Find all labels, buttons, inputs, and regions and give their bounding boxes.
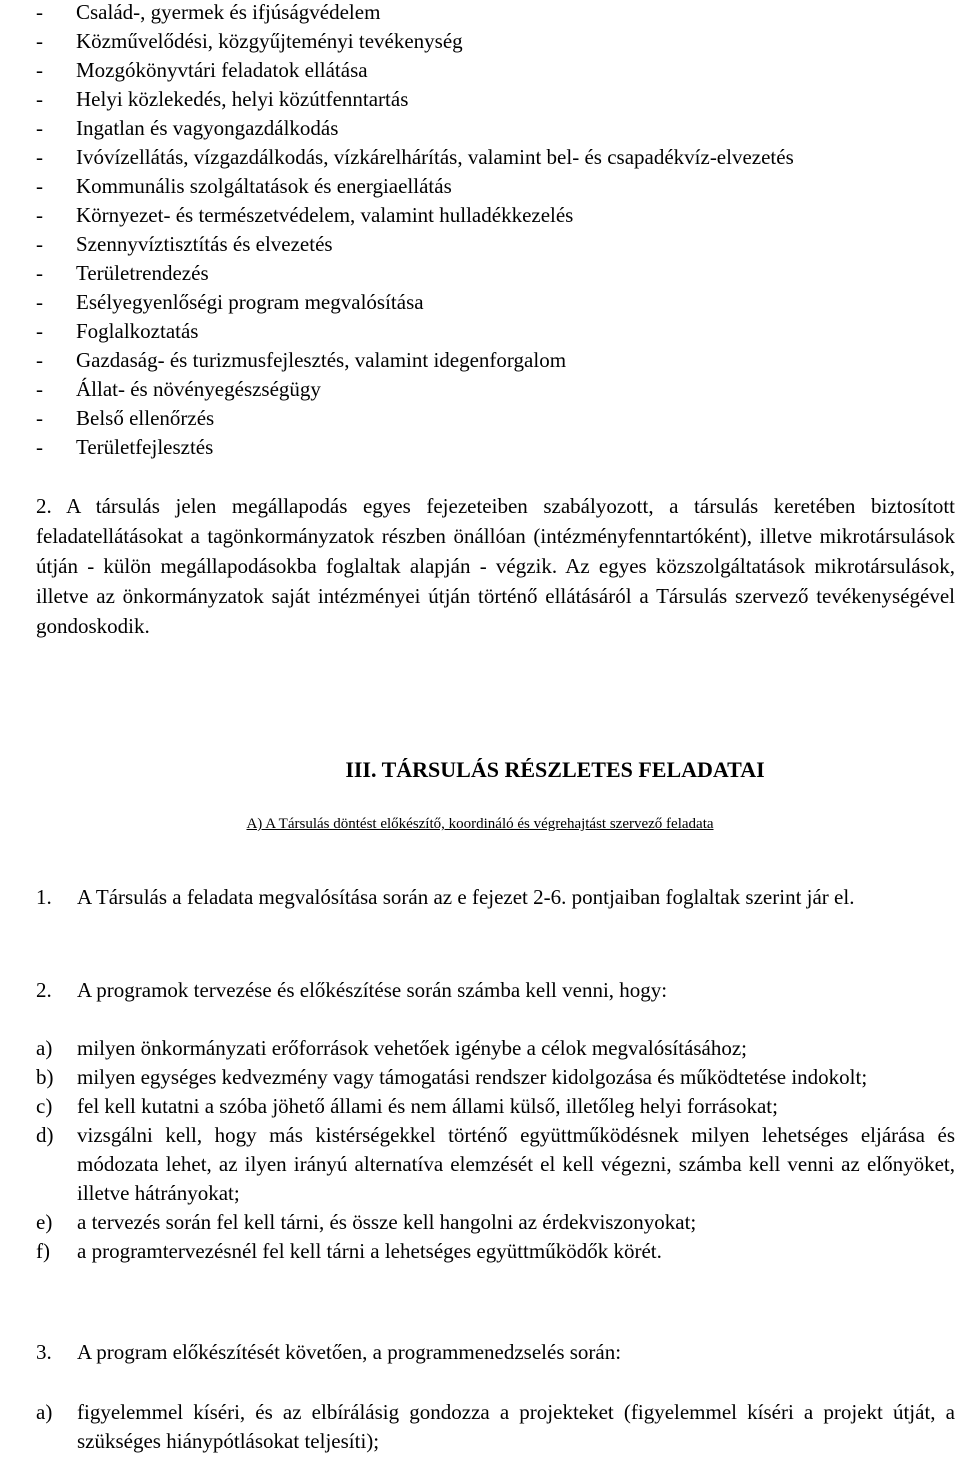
list-item <box>36 29 936 58</box>
dash-marker: - <box>36 203 43 227</box>
list-item-text: Belső ellenőrzés <box>76 406 215 430</box>
item-text: milyen önkormányzati erőforrások vehetőek igénybe a célok megvalósításához; <box>77 1036 748 1060</box>
list-item-text: Gazdaság- és turizmusfejlesztés, valamint idegenforgalom <box>76 348 567 372</box>
item-label: a) <box>36 1400 53 1424</box>
list-item <box>36 348 936 377</box>
point-number: 2. <box>36 978 52 1002</box>
point-number: 3. <box>36 1340 52 1364</box>
list-item-text: Kommunális szolgáltatások és energiaellátás <box>76 174 452 198</box>
item-label: a) <box>36 1036 53 1060</box>
point-text: A program előkészítését követően, a programmenedzselés során: <box>77 1340 622 1364</box>
dash-marker: - <box>36 261 43 285</box>
list-item <box>36 406 936 435</box>
dash-marker: - <box>36 290 43 314</box>
list-item <box>36 174 936 203</box>
list-item-text: Állat- és növényegészségügy <box>76 377 321 401</box>
item-text: a programtervezésnél fel kell tárni a lehetséges együttműködők körét. <box>77 1239 662 1263</box>
list-item <box>36 1034 955 1063</box>
list-item-text: Területrendezés <box>76 261 209 285</box>
list-item <box>36 145 936 174</box>
list-item <box>36 203 936 232</box>
list-item-text: Környezet- és természetvédelem, valamint hulladékkezelés <box>76 203 574 227</box>
item-label: d) <box>36 1123 54 1147</box>
dash-marker: - <box>36 0 43 24</box>
item-text: figyelemmel kíséri, és az elbírálásig gondozza a projekteket (figyelemmel kíséri a projekt útját, a szükséges hiánypótlásokat teljesíti); <box>77 1400 955 1453</box>
list-item <box>36 87 936 116</box>
list-item <box>36 1398 955 1456</box>
point-2 <box>36 975 955 1005</box>
item-label: b) <box>36 1065 54 1089</box>
task-dash-list <box>36 0 936 464</box>
list-item <box>36 116 936 145</box>
list-item-text: Mozgókönyvtári feladatok ellátása <box>76 58 368 82</box>
dash-marker: - <box>36 29 43 53</box>
point-3 <box>36 1337 955 1367</box>
item-text: a tervezés során fel kell tárni, és össze kell hangolni az érdekviszonyokat; <box>77 1210 697 1234</box>
dash-marker: - <box>36 58 43 82</box>
item-label: f) <box>36 1239 50 1263</box>
list-item <box>36 1208 955 1237</box>
point-2-sublist <box>36 1034 955 1266</box>
list-item <box>36 1063 955 1092</box>
dash-marker: - <box>36 232 43 256</box>
list-item <box>36 435 936 464</box>
dash-marker: - <box>36 435 43 459</box>
dash-marker: - <box>36 319 43 343</box>
list-item <box>36 1121 955 1208</box>
item-text: milyen egységes kedvezmény vagy támogatási rendszer kidolgozása és működtetése indokolt; <box>77 1065 868 1089</box>
list-item <box>36 0 936 29</box>
section-subheading: A) A Társulás döntést előkészítő, koordináló és végrehajtást szervező feladata <box>246 816 714 832</box>
paragraph-2: 2. A társulás jelen megállapodás egyes fejezeteiben szabályozott, a társulás keretében biztosított feladatellátásokat a tagönkormányzatok részben önállóan (intézményfenntartóként), illetve mikrotársulások útján - külön megállapodásokba foglaltak alapján - végzik. Az egyes közszolgáltatások mikrotársulások, illetve az önkormányzatok saját intézményei útján történő ellátásáról a Társulás szervező tevékenységével gondoskodik. <box>36 494 955 638</box>
dash-marker: - <box>36 145 43 169</box>
point-1 <box>36 882 955 912</box>
dash-marker: - <box>36 87 43 111</box>
list-item-text: Esélyegyenlőségi program megvalósítása <box>76 290 424 314</box>
list-item <box>36 58 936 87</box>
list-item <box>36 377 936 406</box>
dash-marker: - <box>36 116 43 140</box>
list-item-text: Közművelődési, közgyűjteményi tevékenység <box>76 29 463 53</box>
list-item-text: Ingatlan és vagyongazdálkodás <box>76 116 339 140</box>
list-item-text: Ivóvízellátás, vízgazdálkodás, vízkárelhárítás, valamint bel- és csapadékvíz-elvezetés <box>76 145 794 169</box>
dash-marker: - <box>36 348 43 372</box>
dash-marker: - <box>36 174 43 198</box>
list-item-text: Területfejlesztés <box>76 435 214 459</box>
point-3-sublist <box>36 1398 955 1456</box>
list-item <box>36 319 936 348</box>
list-item-text: Szennyvíztisztítás és elvezetés <box>76 232 333 256</box>
point-number: 1. <box>36 885 52 909</box>
section-heading: III. TÁRSULÁS RÉSZLETES FELADATAI <box>345 757 765 782</box>
list-item <box>36 261 936 290</box>
list-item <box>36 1237 955 1266</box>
item-label: c) <box>36 1094 53 1118</box>
point-text: A Társulás a feladata megvalósítása során az e fejezet 2-6. pontjaiban foglaltak szerint jár el. <box>77 885 855 909</box>
item-text: vizsgálni kell, hogy más kistérségekkel történő együttműködésnek milyen lehetséges eljárása és módozata lehet, az ilyen irányú alternatíva elemzését el kell végezni, számba kell venni az előnyöket, illetve hátrányokat; <box>77 1123 955 1205</box>
list-item-text: Helyi közlekedés, helyi közútfenntartás <box>76 87 409 111</box>
point-text: A programok tervezése és előkészítése során számba kell venni, hogy: <box>77 978 668 1002</box>
list-item <box>36 290 936 319</box>
item-text: fel kell kutatni a szóba jöhető állami és nem állami külső, illetőleg helyi forrásokat; <box>77 1094 778 1118</box>
dash-marker: - <box>36 406 43 430</box>
dash-marker: - <box>36 377 43 401</box>
list-item <box>36 232 936 261</box>
item-label: e) <box>36 1210 53 1234</box>
list-item <box>36 1092 955 1121</box>
list-item-text: Család-, gyermek és ifjúságvédelem <box>76 0 381 24</box>
list-item-text: Foglalkoztatás <box>76 319 199 343</box>
